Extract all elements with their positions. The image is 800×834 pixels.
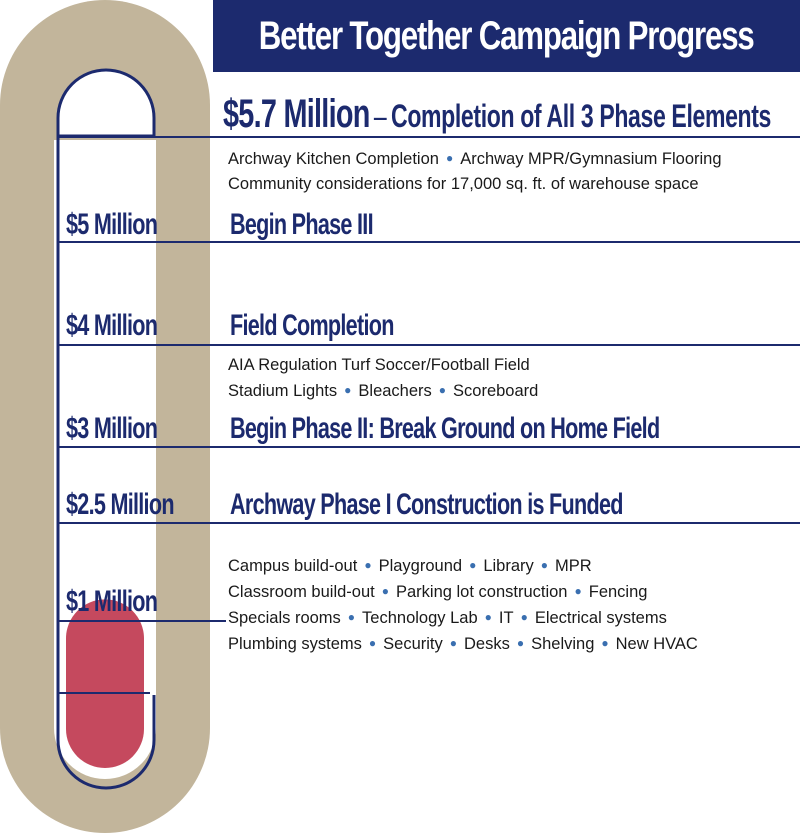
bullet-icon: ● bbox=[574, 584, 582, 598]
desc-item: New HVAC bbox=[615, 635, 698, 653]
desc-item: AIA Regulation Turf Soccer/Football Field bbox=[228, 356, 530, 374]
milestone-line-4m bbox=[58, 344, 800, 346]
milestone-label: Begin Phase III bbox=[230, 208, 373, 241]
desc-item: Stadium Lights bbox=[228, 382, 338, 400]
desc-item: Specials rooms bbox=[228, 609, 341, 627]
field-description bbox=[228, 353, 538, 404]
desc-item: Desks bbox=[464, 635, 510, 653]
desc-line bbox=[228, 631, 698, 657]
desc-item: Classroom build-out bbox=[228, 583, 375, 601]
desc-line bbox=[228, 378, 538, 404]
bullet-icon: ● bbox=[449, 636, 457, 650]
phase-one-description bbox=[228, 553, 698, 657]
milestone-label: Archway Phase I Construction is Funded bbox=[230, 488, 623, 521]
bullet-icon: ● bbox=[469, 558, 477, 572]
desc-line bbox=[228, 579, 698, 605]
title-banner bbox=[213, 0, 800, 72]
desc-item: Technology Lab bbox=[362, 609, 478, 627]
desc-item: Archway Kitchen Completion bbox=[228, 150, 439, 168]
milestone-line-5m bbox=[58, 241, 800, 243]
milestone-line-3m bbox=[58, 446, 800, 448]
milestone-label: Begin Phase II: Break Ground on Home Field bbox=[230, 412, 660, 445]
milestone-amount: $5 Million bbox=[66, 208, 158, 241]
desc-item: Library bbox=[483, 557, 534, 575]
milestone-amount: $2.5 Million bbox=[66, 488, 174, 521]
progress-fill bbox=[66, 599, 144, 768]
desc-item: Community considerations for 17,000 sq. ft. of warehouse space bbox=[228, 175, 699, 193]
desc-item: Fencing bbox=[588, 583, 648, 601]
desc-item: Electrical systems bbox=[534, 609, 667, 627]
bullet-icon: ● bbox=[364, 558, 372, 572]
desc-line bbox=[228, 146, 722, 172]
top-description bbox=[228, 146, 722, 197]
desc-line bbox=[228, 605, 698, 631]
desc-line bbox=[228, 172, 722, 197]
milestone-amount: $4 Million bbox=[66, 309, 158, 342]
milestone-amount: $1 Million bbox=[66, 585, 158, 618]
desc-item: Scoreboard bbox=[453, 382, 539, 400]
bullet-icon: ● bbox=[381, 584, 389, 598]
desc-item: Parking lot construction bbox=[395, 583, 568, 601]
bullet-icon: ● bbox=[601, 636, 609, 650]
bullet-icon: ● bbox=[344, 383, 352, 397]
milestone-amount: $3 Million bbox=[66, 412, 158, 445]
bullet-icon: ● bbox=[347, 610, 356, 624]
bullet-icon: ● bbox=[368, 636, 377, 650]
desc-item: Shelving bbox=[531, 635, 595, 653]
milestone-top bbox=[223, 92, 771, 137]
bullet-icon: ● bbox=[520, 610, 528, 624]
desc-item: Archway MPR/Gymnasium Flooring bbox=[460, 150, 722, 168]
bullet-icon: ● bbox=[484, 610, 492, 624]
desc-line bbox=[228, 353, 538, 378]
desc-item: Security bbox=[383, 635, 443, 653]
separator-dash: – bbox=[373, 98, 387, 134]
desc-item: IT bbox=[498, 609, 514, 627]
desc-item: MPR bbox=[555, 557, 592, 575]
milestone-line-1m bbox=[58, 620, 226, 622]
bullet-icon: ● bbox=[516, 636, 525, 650]
desc-item: Plumbing systems bbox=[228, 635, 362, 653]
bullet-icon: ● bbox=[540, 558, 548, 572]
page-title: Better Together Campaign Progress bbox=[259, 13, 754, 58]
desc-line bbox=[228, 553, 698, 579]
desc-item: Campus build-out bbox=[228, 557, 358, 575]
milestone-amount: $5.7 Million bbox=[223, 92, 370, 136]
milestone-label: Completion of All 3 Phase Elements bbox=[391, 98, 771, 134]
milestone-label: Field Completion bbox=[230, 309, 394, 342]
desc-item: Playground bbox=[378, 557, 463, 575]
bullet-icon: ● bbox=[438, 383, 447, 397]
bullet-icon: ● bbox=[445, 151, 454, 165]
milestone-line-2-5m bbox=[58, 522, 800, 524]
desc-item: Bleachers bbox=[358, 382, 432, 400]
